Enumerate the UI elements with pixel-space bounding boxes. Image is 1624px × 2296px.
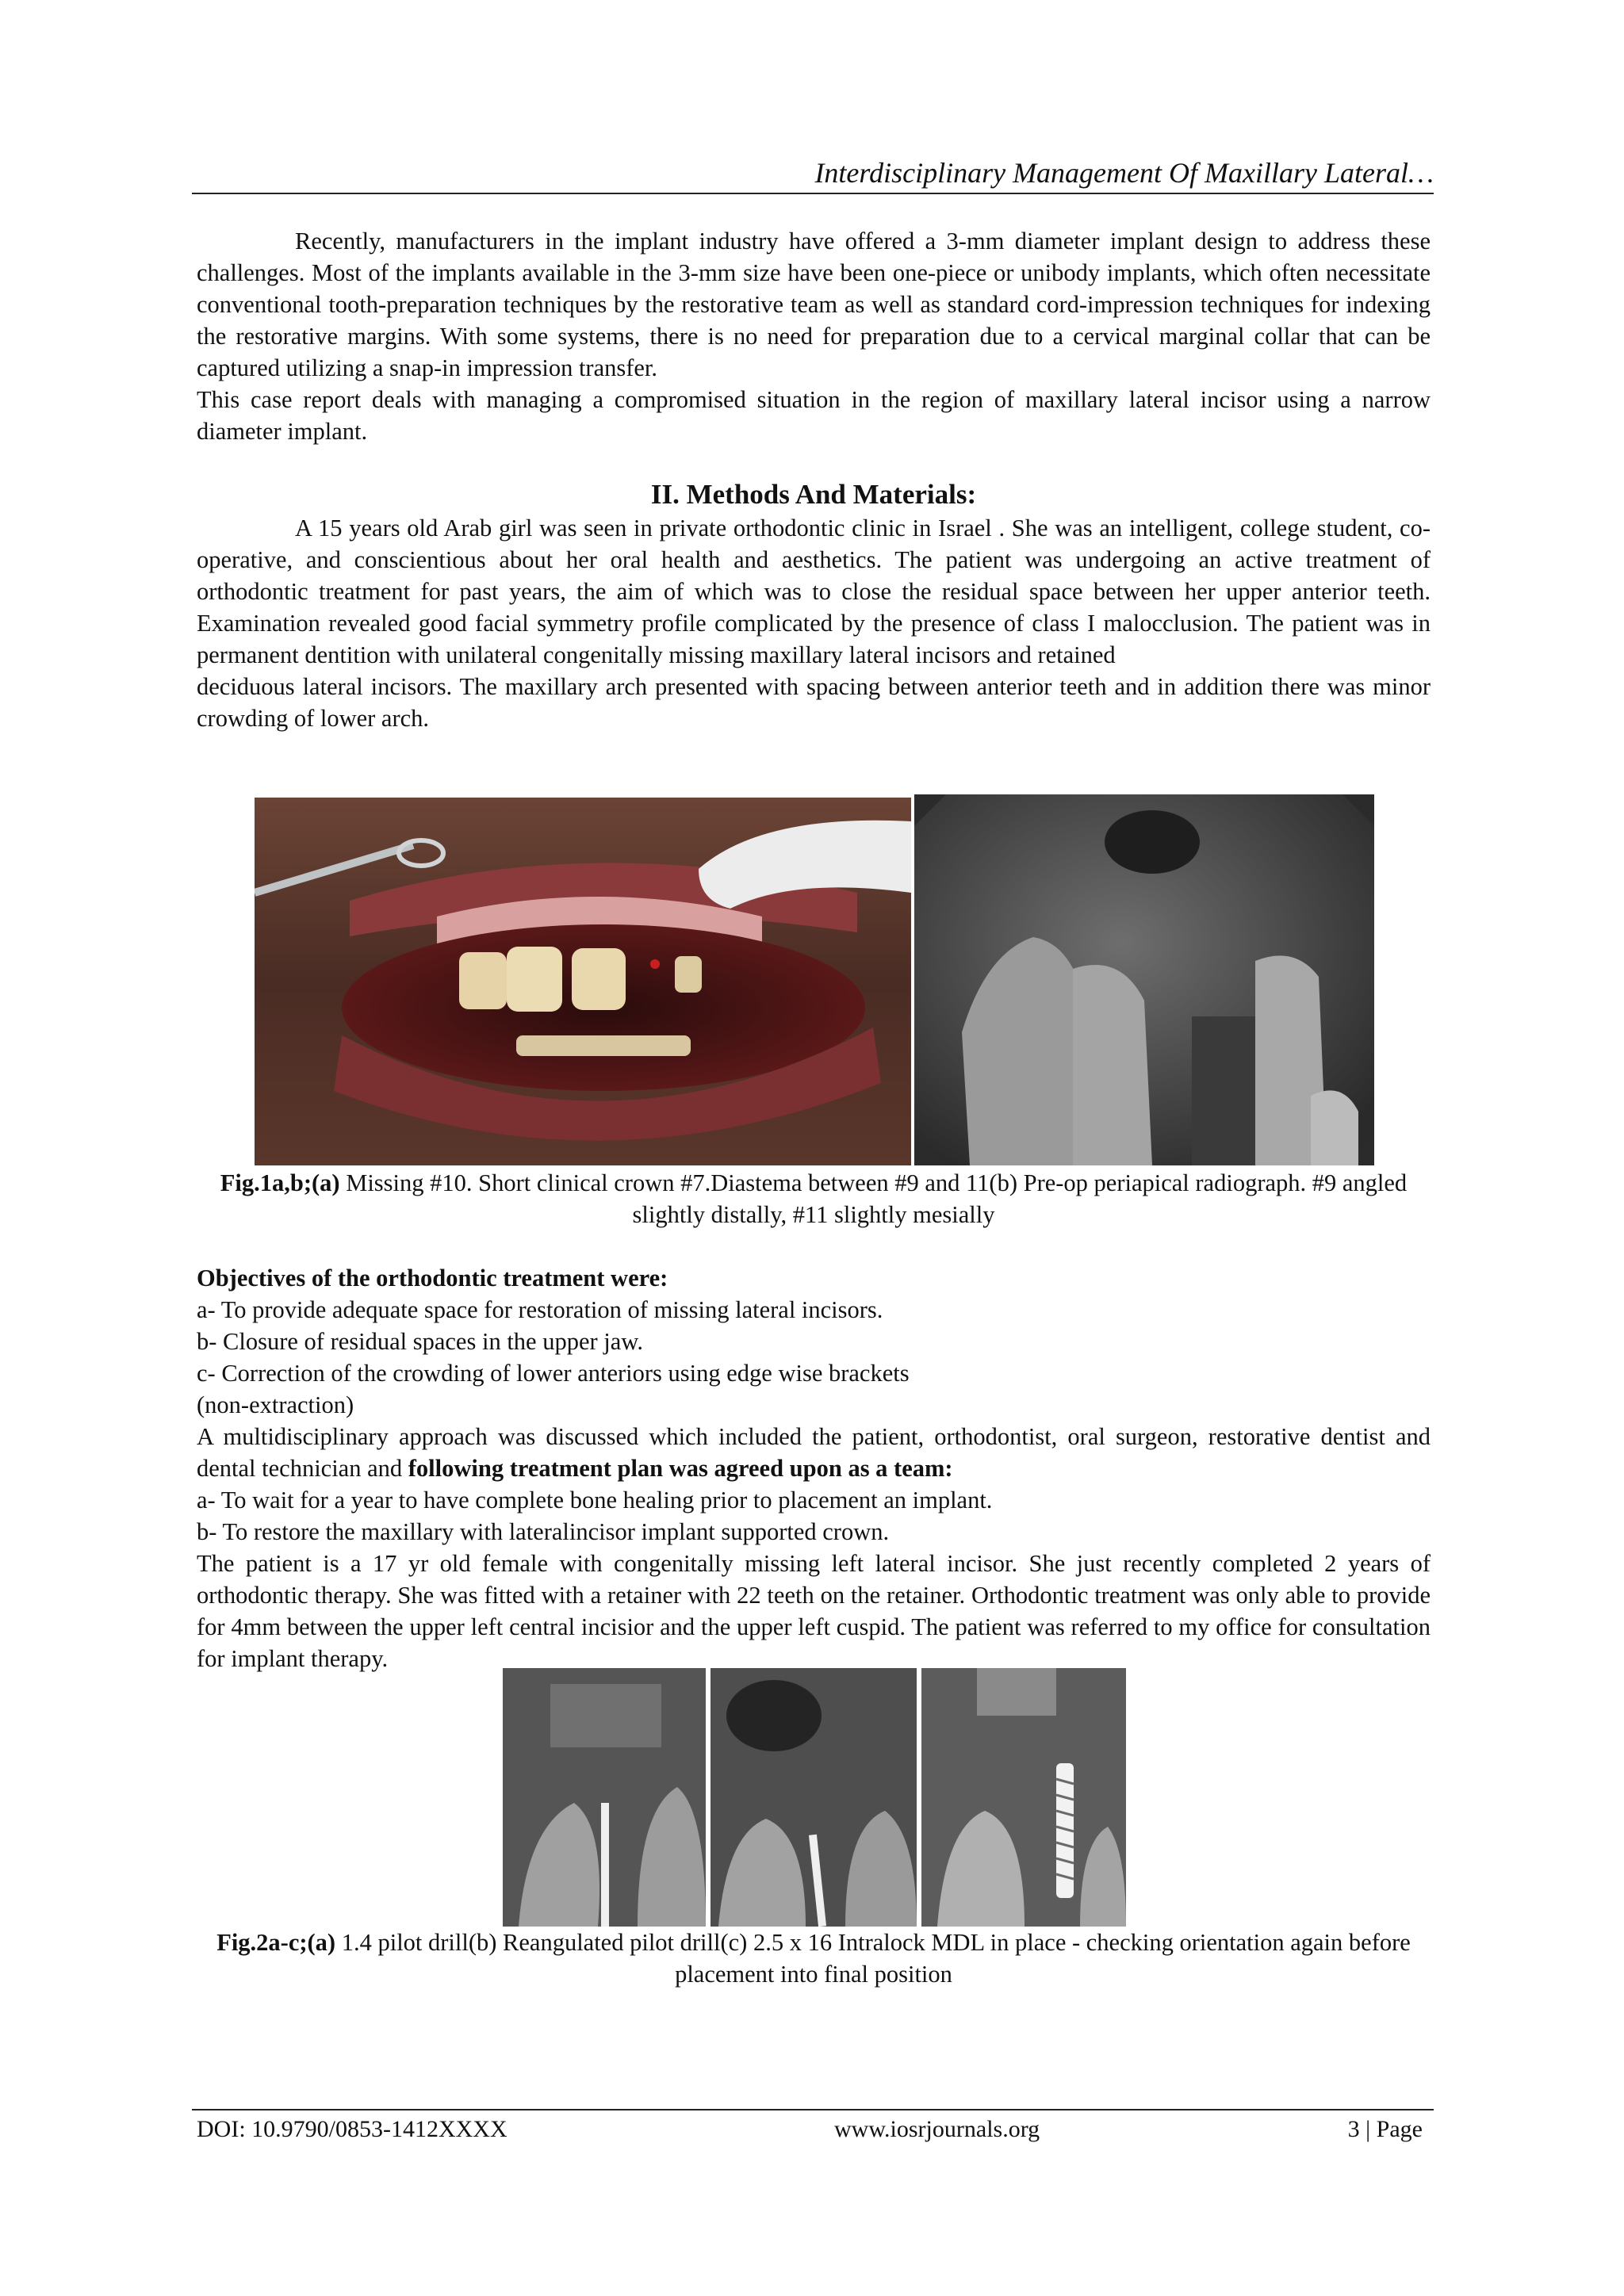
radiograph-a-illustration [503, 1668, 706, 1927]
objective-item: c- Correction of the crowding of lower anteriors using edge wise brackets [197, 1360, 910, 1387]
plan-intro-bold: following treatment plan was agreed upon as a team: [408, 1455, 953, 1482]
footer-page-number: 3 | Page [1347, 2116, 1423, 2142]
figure-1-caption [197, 1167, 1431, 1230]
radiograph-pilot-drill [503, 1668, 706, 1927]
figure-2-text: 1.4 pilot drill(b) Reangulated pilot drill(c) 2.5 x 16 Intralock MDL in place - checking orientation again before placement into final position [335, 1929, 1411, 1988]
footer-website: www.iosrjournals.org [834, 2116, 1040, 2142]
preop-periapical-radiograph [914, 794, 1374, 1165]
figure-2-caption [197, 1927, 1431, 1990]
radiograph-implant-in-place [921, 1668, 1126, 1927]
plan-item: a- To wait for a year to have complete bone healing prior to placement an implant. [197, 1487, 993, 1513]
objective-item: a- To provide adequate space for restoration of missing lateral incisors. [197, 1296, 883, 1323]
footer-doi: DOI: 10.9790/0853-1412XXXX [197, 2116, 508, 2142]
figure-2-label: Fig.2a-c;(a) [216, 1929, 336, 1956]
methods-paragraph-2: deciduous lateral incisors. The maxillary arch presented with spacing between anterior teeth and in addition there was minor crowding of lower arch. [197, 673, 1431, 732]
objectives-title: Objectives of the orthodontic treatment were: [197, 1265, 668, 1292]
radiograph-c-illustration [921, 1668, 1126, 1927]
radiograph-b-illustration [710, 1668, 917, 1927]
intro-paragraph-2: This case report deals with managing a compromised situation in the region of maxillary lateral incisor using a narrow diameter implant. [197, 386, 1431, 445]
plan-section [197, 1421, 1431, 1674]
objective-item: (non-extraction) [197, 1391, 354, 1418]
radiograph-reangulated-drill [710, 1668, 917, 1927]
footer-rule [192, 2109, 1434, 2110]
objectives-section [197, 1262, 1431, 1421]
section-heading: II. Methods And Materials: [650, 479, 977, 510]
running-header: Interdisciplinary Management Of Maxillary Lateral… [814, 157, 1434, 189]
methods-section [197, 512, 1431, 734]
figure-1-text: Missing #10. Short clinical crown #7.Diastema between #9 and 11(b) Pre-op periapical radiograph. #9 angled slightly distally, #11 slightly mesially [339, 1169, 1408, 1228]
intro-section [197, 225, 1431, 447]
intro-paragraph-1: Recently, manufacturers in the implant industry have offered a 3-mm diameter implant design to address these challenges. Most of the implants available in the 3-mm size have been one-piece or unibody implants, which often necessitate conventional tooth-preparation techniques by the restorative team as well as standard cord-impression techniques for indexing the restorative margins. With some systems, there is no need for preparation due to a cervical marginal collar that can be captured utilizing a snap-in impression transfer. [197, 228, 1431, 381]
objective-item: b- Closure of residual spaces in the upper jaw. [197, 1328, 643, 1355]
radiograph-illustration [914, 794, 1374, 1165]
figure-1-label: Fig.1a,b;(a) [220, 1169, 340, 1196]
plan-item: b- To restore the maxillary with lateralincisor implant supported crown. [197, 1518, 890, 1545]
plan-intro-text: A multidisciplinary approach was discussed which included the patient, orthodontist, oral surgeon, restorative dentist and dental technician and [197, 1423, 1431, 1482]
case-paragraph: The patient is a 17 yr old female with congenitally missing left lateral incisor. She just recently completed 2 years of orthodontic therapy. She was fitted with a retainer with 22 teeth on the retainer. Orthodontic treatment was only able to provide for 4mm between the upper left central incisior and the upper left cuspid. The patient was referred to my office for consultation for implant therapy. [197, 1550, 1431, 1672]
clinical-photo-illustration [255, 798, 911, 1165]
methods-paragraph-1: A 15 years old Arab girl was seen in private orthodontic clinic in Israel . She was an intelligent, college student, co-operative, and conscientious about her oral health and aesthetics. The patient was undergoing an active treatment of orthodontic treatment for past years, the aim of which was to close the residual space between her upper anterior teeth. Examination revealed good facial symmetry profile complicated by the presence of class I malocclusion. The patient was in permanent dentition with unilateral congenitally missing maxillary lateral incisors and retained [197, 515, 1431, 668]
header-rule [192, 193, 1434, 194]
plan-intro [197, 1421, 1431, 1484]
clinical-photo-missing-incisor [255, 798, 911, 1165]
